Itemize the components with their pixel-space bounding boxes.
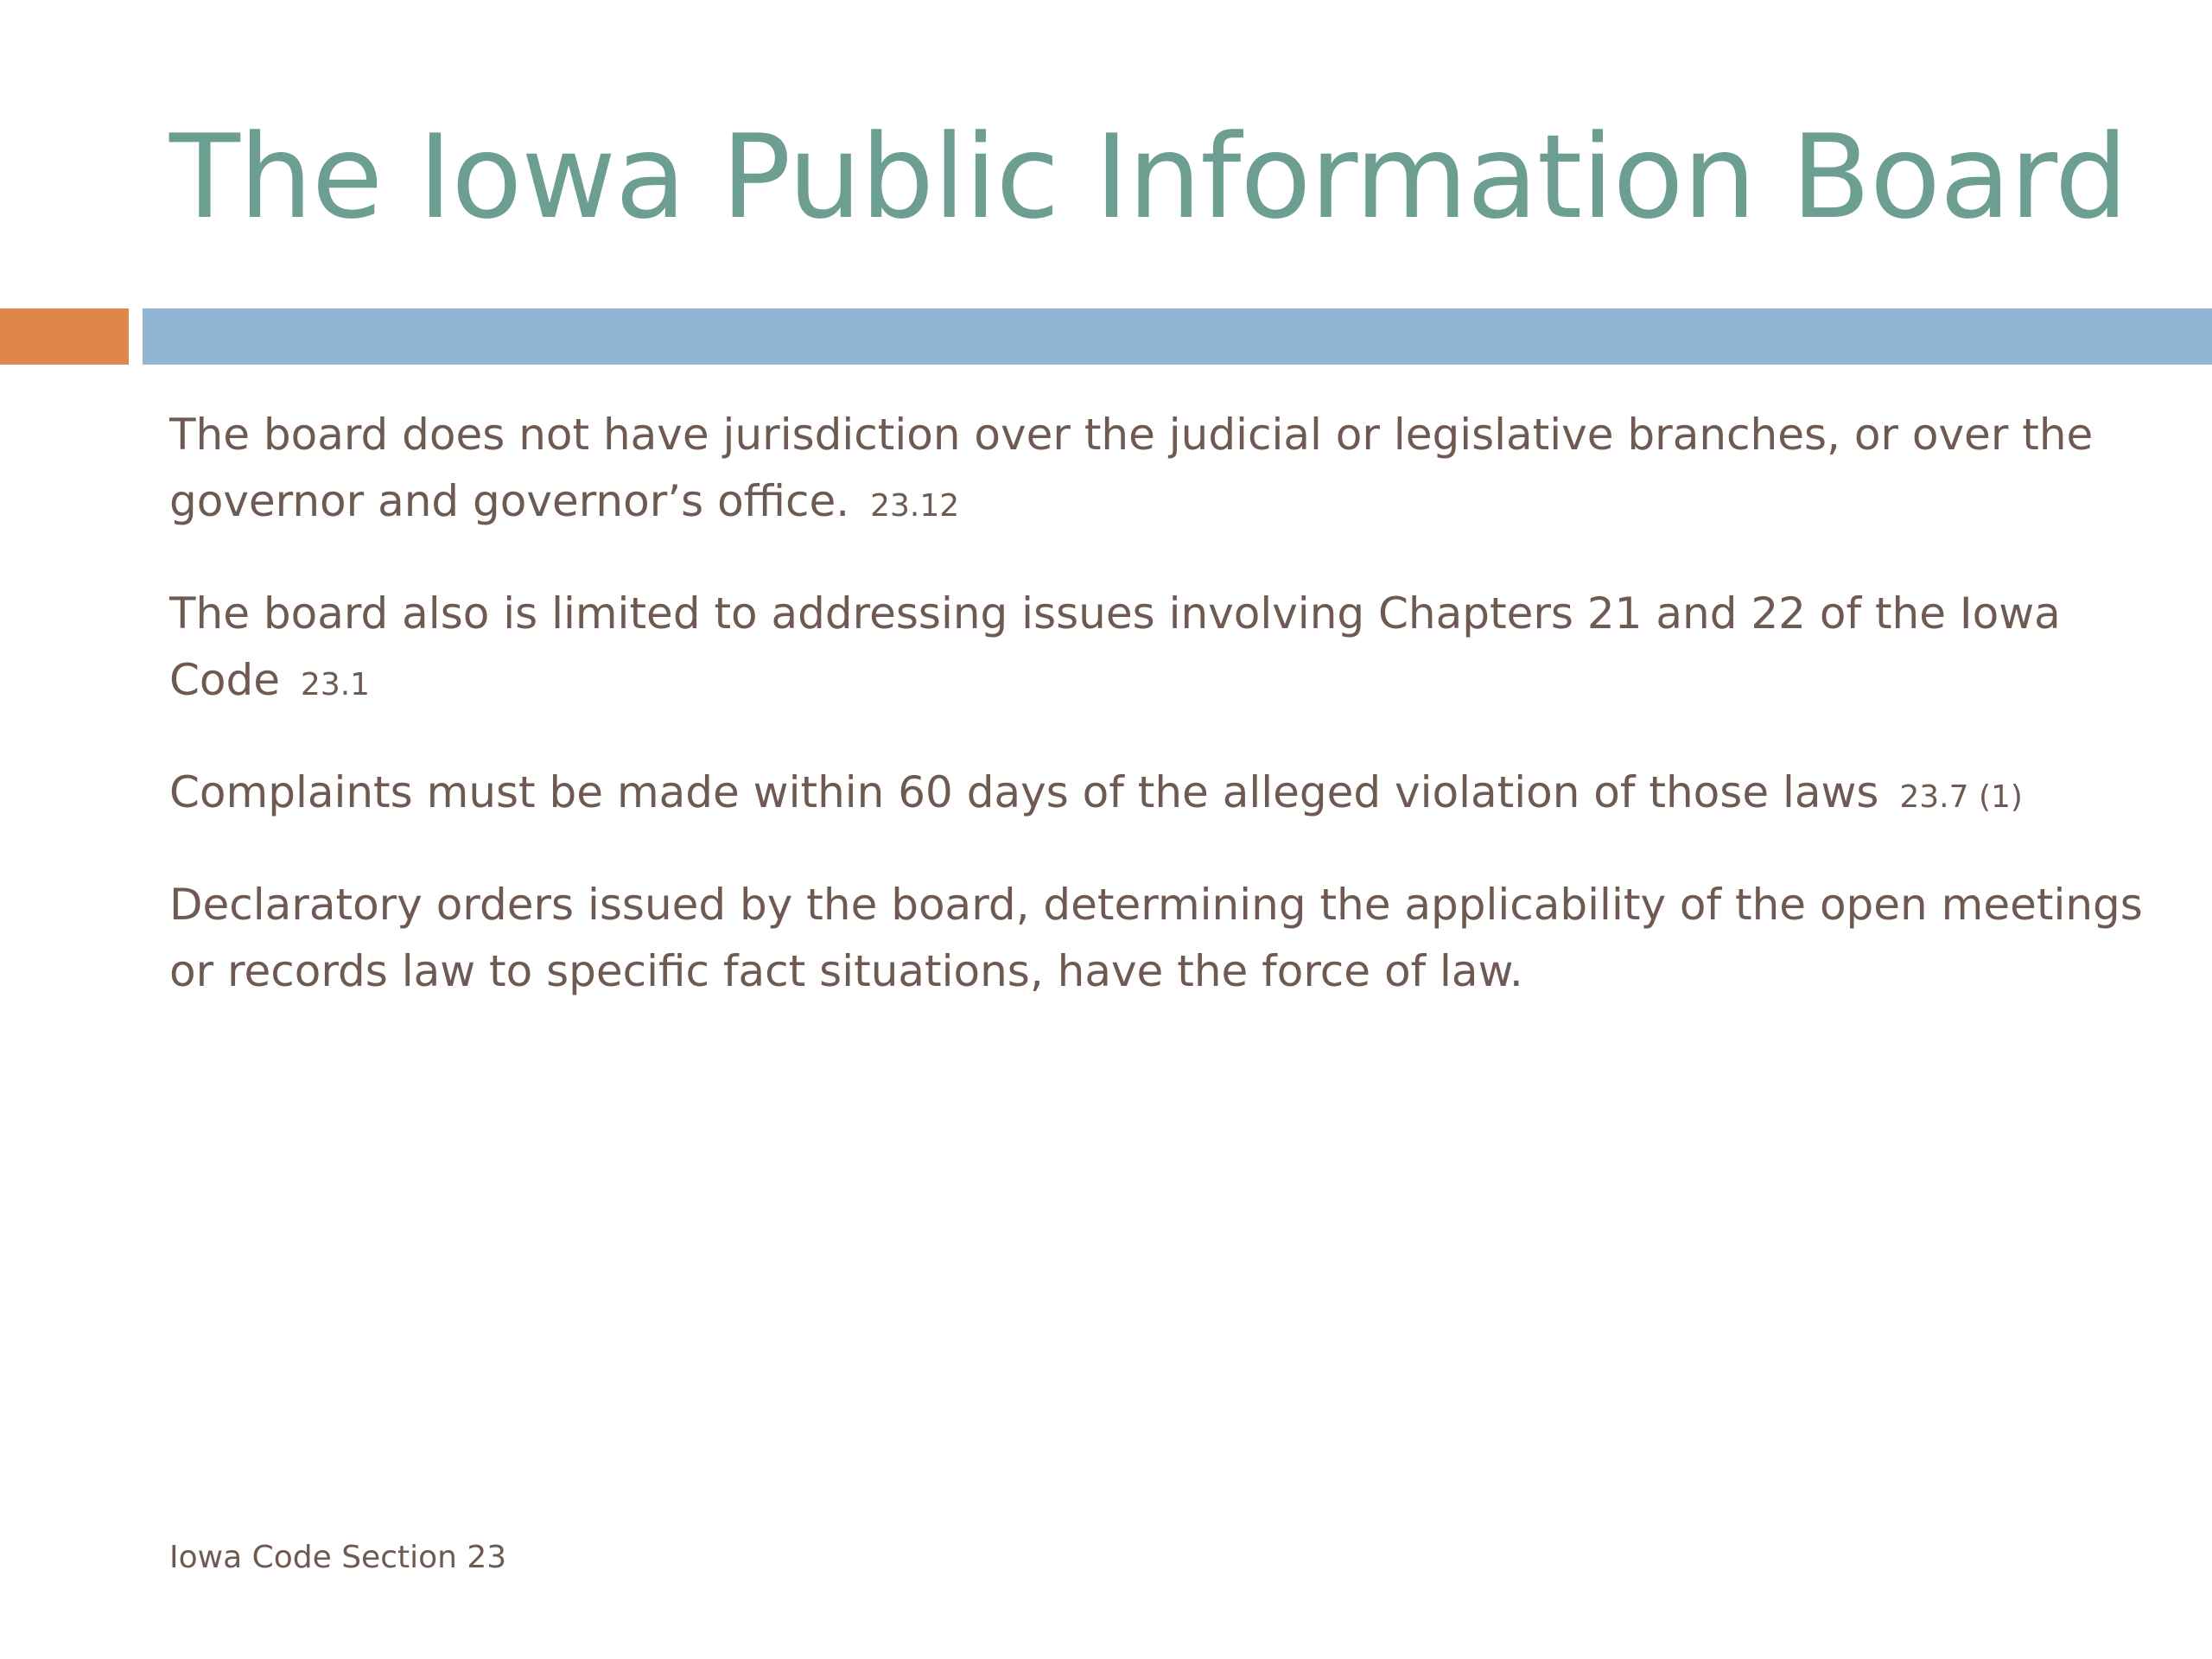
code-reference: 23.1 [300,667,371,702]
paragraph-complaints [169,760,2157,830]
accent-bar [0,308,129,365]
code-reference: 23.7 (1) [1899,779,2023,815]
slide-body [169,402,2157,1046]
slide-title: The Iowa Public Information Board [169,110,2127,245]
paragraph-text: Complaints must be made within 60 days of the alleged violation of those laws [169,767,1879,817]
paragraph-chapters [169,581,2157,718]
header-bar [143,308,2212,365]
paragraph-text: The board also is limited to addressing issues involving Chapters 21 and 22 of the Iowa Code [169,588,2061,705]
paragraph-text: Declaratory orders issued by the board, determining the applicability of the open meetings or records law to specific fact situations, have the force of law. [169,880,2143,996]
code-reference: 23.12 [870,488,960,524]
slide-footer: Iowa Code Section 23 [169,1540,507,1575]
paragraph-text: The board does not have jurisdiction over the judicial or legislative branches, or over the governor and governor’s office. [169,410,2094,526]
paragraph-jurisdiction [169,402,2157,539]
paragraph-declaratory-orders [169,872,2157,1005]
